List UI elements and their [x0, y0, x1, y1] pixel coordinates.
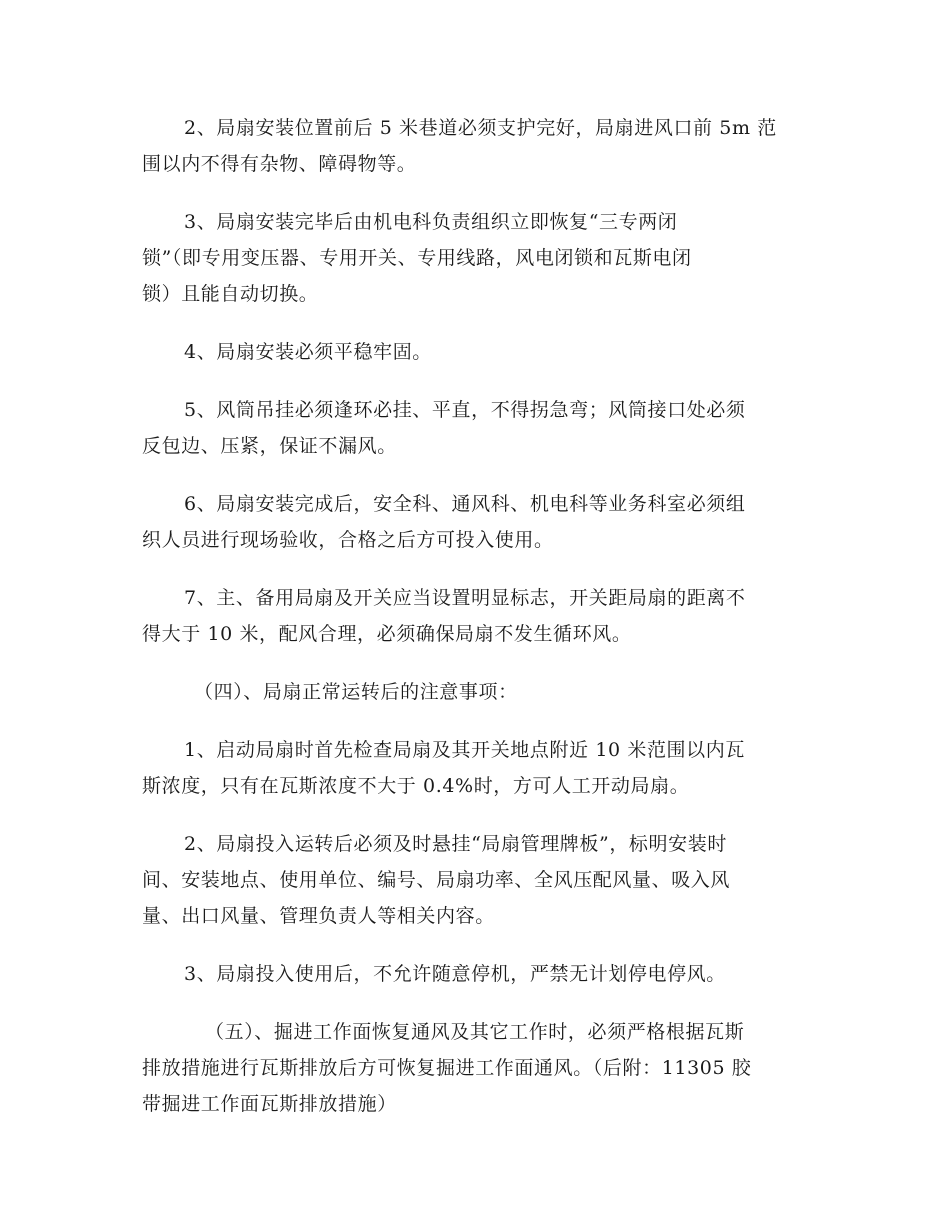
section-five-gas-discharge: [142, 1014, 812, 1122]
paragraph-no-stoppage: [142, 956, 812, 992]
text-line: 2、局扇投入运转后必须及时悬挂“局扇管理牌板”，标明安装时: [184, 833, 727, 855]
document-body: [142, 110, 812, 1144]
text-line: 织人员进行现场验收，合格之后方可投入使用。: [142, 529, 554, 551]
text-line: 带掘进工作面瓦斯排放措施）: [142, 1093, 397, 1115]
section-heading-four: [142, 674, 812, 710]
paragraph-startup-gas-check: [142, 732, 812, 804]
paragraph-management-board: [142, 826, 812, 934]
text-line: 锁”（即专用变压器、专用开关、专用线路，风电闭锁和瓦斯电闭: [142, 247, 692, 269]
text-line: 围以内不得有杂物、障碍物等。: [142, 153, 417, 175]
paragraph-fan-installation-position: [142, 110, 812, 182]
paragraph-three-dedicated-two-locks: [142, 204, 812, 312]
text-line: 6、局扇安装完成后，安全科、通风科、机电科等业务科室必须组: [184, 493, 746, 515]
text-line: 1、启动局扇时首先检查局扇及其开关地点附近 10 米范围以内瓦: [184, 739, 745, 761]
text-line: 斯浓度，只有在瓦斯浓度不大于 0.4%时，方可人工开动局扇。: [142, 775, 690, 797]
text-line: 排放措施进行瓦斯排放后方可恢复掘进工作面通风。（后附：11305 胶: [142, 1057, 752, 1079]
text-line: 反包边、压紧，保证不漏风。: [142, 435, 397, 457]
text-line: 4、局扇安装必须平稳牢固。: [184, 341, 432, 363]
text-line: 锁）且能自动切换。: [142, 283, 319, 305]
text-line: 量、出口风量、管理负责人等相关内容。: [142, 905, 495, 927]
text-line: 3、局扇投入使用后，不允许随意停机，严禁无计划停电停风。: [184, 963, 726, 985]
paragraph-stable-installation: [142, 334, 812, 370]
text-line: 2、局扇安装位置前后 5 米巷道必须支护完好，局扇进风口前 5m 范: [184, 117, 777, 139]
text-line: 3、局扇安装完毕后由机电科负责组织立即恢复“三专两闭: [184, 211, 678, 233]
text-line: 得大于 10 米，配风合理，必须确保局扇不发生循环风。: [142, 623, 632, 645]
text-line: 间、安装地点、使用单位、编号、局扇功率、全风压配风量、吸入风: [142, 869, 731, 891]
section-heading-text: （四）、局扇正常运转后的注意事项：: [194, 681, 518, 703]
paragraph-acceptance-check: [142, 486, 812, 558]
paragraph-duct-hanging: [142, 392, 812, 464]
paragraph-signage-distance: [142, 580, 812, 652]
text-line: 5、风筒吊挂必须逢环必挂、平直，不得拐急弯；风筒接口处必须: [184, 399, 746, 421]
text-line: （五）、掘进工作面恢复通风及其它工作时，必须严格根据瓦斯: [205, 1021, 745, 1043]
text-line: 7、主、备用局扇及开关应当设置明显标志，开关距局扇的距离不: [184, 587, 746, 609]
